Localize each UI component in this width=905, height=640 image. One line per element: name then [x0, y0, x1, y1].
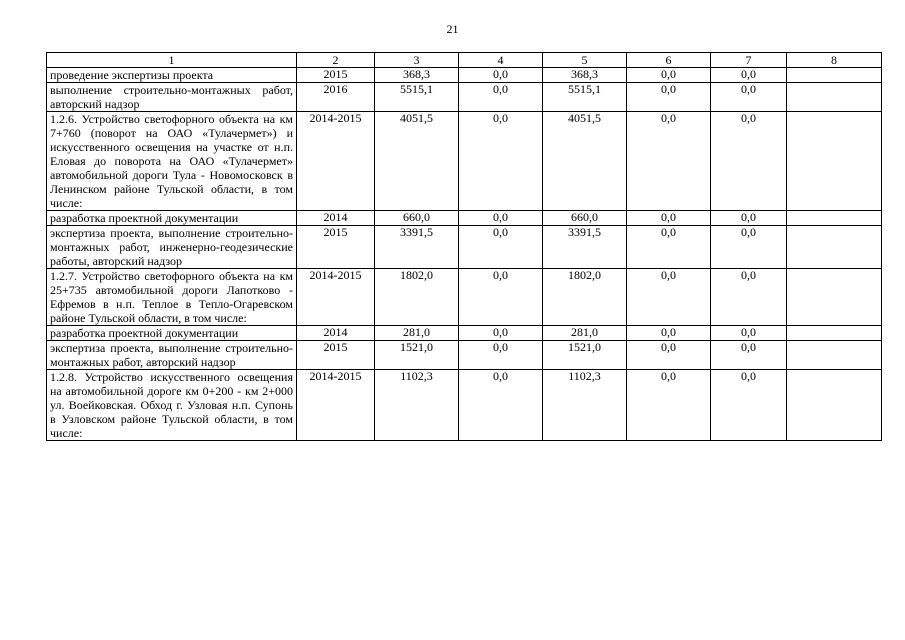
table-row	[47, 68, 882, 83]
row-year: 2014-2015	[309, 369, 362, 383]
header-cell-8: 8	[787, 53, 882, 68]
row-col5: 3391,5	[568, 225, 601, 239]
row-year: 2016	[323, 82, 348, 96]
table-row	[47, 211, 882, 226]
row-col6: 0,0	[661, 369, 676, 383]
row-year: 2014	[323, 325, 348, 339]
row-year: 2014-2015	[309, 268, 362, 282]
row-year: 2014-2015	[309, 111, 362, 125]
row-col7: 0,0	[741, 210, 756, 224]
row-col6: 0,0	[661, 268, 676, 282]
header-cell-4: 4	[459, 53, 543, 68]
row-col4: 0,0	[493, 82, 508, 96]
row-col3: 660,0	[403, 210, 430, 224]
table-row	[47, 83, 882, 112]
row-col4: 0,0	[493, 111, 508, 125]
row-col5: 5515,1	[568, 82, 601, 96]
page-number: 21	[446, 22, 459, 36]
table-row	[47, 269, 882, 326]
row-col4: 0,0	[493, 225, 508, 239]
table-row	[47, 341, 882, 370]
row-col5: 281,0	[571, 325, 598, 339]
header-cell-3: 3	[375, 53, 459, 68]
row-col7: 0,0	[741, 369, 756, 383]
row-col3: 3391,5	[400, 225, 433, 239]
row-description: выполнение строительно-монтажных работ, авторский надзор	[47, 83, 297, 112]
row-col4: 0,0	[493, 340, 508, 354]
table-row	[47, 326, 882, 341]
row-col4: 0,0	[493, 67, 508, 81]
header-row	[47, 53, 882, 68]
row-year: 2015	[323, 225, 348, 239]
row-year: 2014	[323, 210, 348, 224]
row-description: 1.2.7. Устройство светофорного объекта на км 25+735 автомобильной дороги Лапотково - Ефремов в н.п. Теплое в Тепло-Огаревском районе Тульской области, в том числе:	[47, 269, 297, 326]
row-col4: 0,0	[493, 210, 508, 224]
row-col7: 0,0	[741, 340, 756, 354]
row-description: разработка проектной документации	[47, 211, 297, 226]
row-description: проведение экспертизы проекта	[47, 68, 297, 83]
row-col3: 368,3	[403, 67, 430, 81]
row-year: 2015	[323, 67, 348, 81]
row-description: экспертиза проекта, выполнение строительно-монтажных работ, авторский надзор	[47, 341, 297, 370]
row-col6: 0,0	[661, 325, 676, 339]
header-cell-1: 1	[47, 53, 297, 68]
row-year: 2015	[323, 340, 348, 354]
row-description: разработка проектной документации	[47, 326, 297, 341]
row-col3: 1102,3	[400, 369, 433, 383]
table-row	[47, 370, 882, 441]
row-col4: 0,0	[493, 325, 508, 339]
row-col6: 0,0	[661, 67, 676, 81]
row-col6: 0,0	[661, 210, 676, 224]
row-col5: 1802,0	[568, 268, 601, 282]
header-cell-7: 7	[711, 53, 787, 68]
row-col3: 1802,0	[400, 268, 433, 282]
row-col6: 0,0	[661, 111, 676, 125]
row-col7: 0,0	[741, 225, 756, 239]
table-row	[47, 112, 882, 211]
row-col3: 281,0	[403, 325, 430, 339]
row-col6: 0,0	[661, 82, 676, 96]
row-col5: 1521,0	[568, 340, 601, 354]
row-description: 1.2.6. Устройство светофорного объекта на км 7+760 (поворот на ОАО «Тулачермет») и искусственного освещения на участке от н.п. Еловая до поворота на ОАО «Тулачермет» автомобильной дороги Тула - Новомосковск в Ленинском районе Тульской области, в том числе:	[47, 112, 297, 211]
row-description: экспертиза проекта, выполнение строительно-монтажных работ, инженерно-геодезические работы, авторский надзор	[47, 226, 297, 269]
table-row	[47, 226, 882, 269]
row-col3: 1521,0	[400, 340, 433, 354]
header-cell-6: 6	[627, 53, 711, 68]
budget-table	[46, 52, 882, 441]
row-col6: 0,0	[661, 340, 676, 354]
row-col7: 0,0	[741, 325, 756, 339]
row-col3: 5515,1	[400, 82, 433, 96]
row-col7: 0,0	[741, 82, 756, 96]
row-col7: 0,0	[741, 111, 756, 125]
row-col5: 1102,3	[568, 369, 601, 383]
header-cell-5: 5	[543, 53, 627, 68]
row-col5: 368,3	[571, 67, 598, 81]
row-col4: 0,0	[493, 268, 508, 282]
row-col3: 4051,5	[400, 111, 433, 125]
row-col5: 660,0	[571, 210, 598, 224]
row-col7: 0,0	[741, 268, 756, 282]
row-col6: 0,0	[661, 225, 676, 239]
row-col4: 0,0	[493, 369, 508, 383]
header-cell-2: 2	[297, 53, 375, 68]
row-col5: 4051,5	[568, 111, 601, 125]
row-col7: 0,0	[741, 67, 756, 81]
row-description: 1.2.8. Устройство искусственного освещения на автомобильной дороге км 0+200 - км 2+000 ул. Воейковская. Обход г. Узловая н.п. Супонь в Узловском районе Тульской области, в том числе:	[47, 370, 297, 441]
